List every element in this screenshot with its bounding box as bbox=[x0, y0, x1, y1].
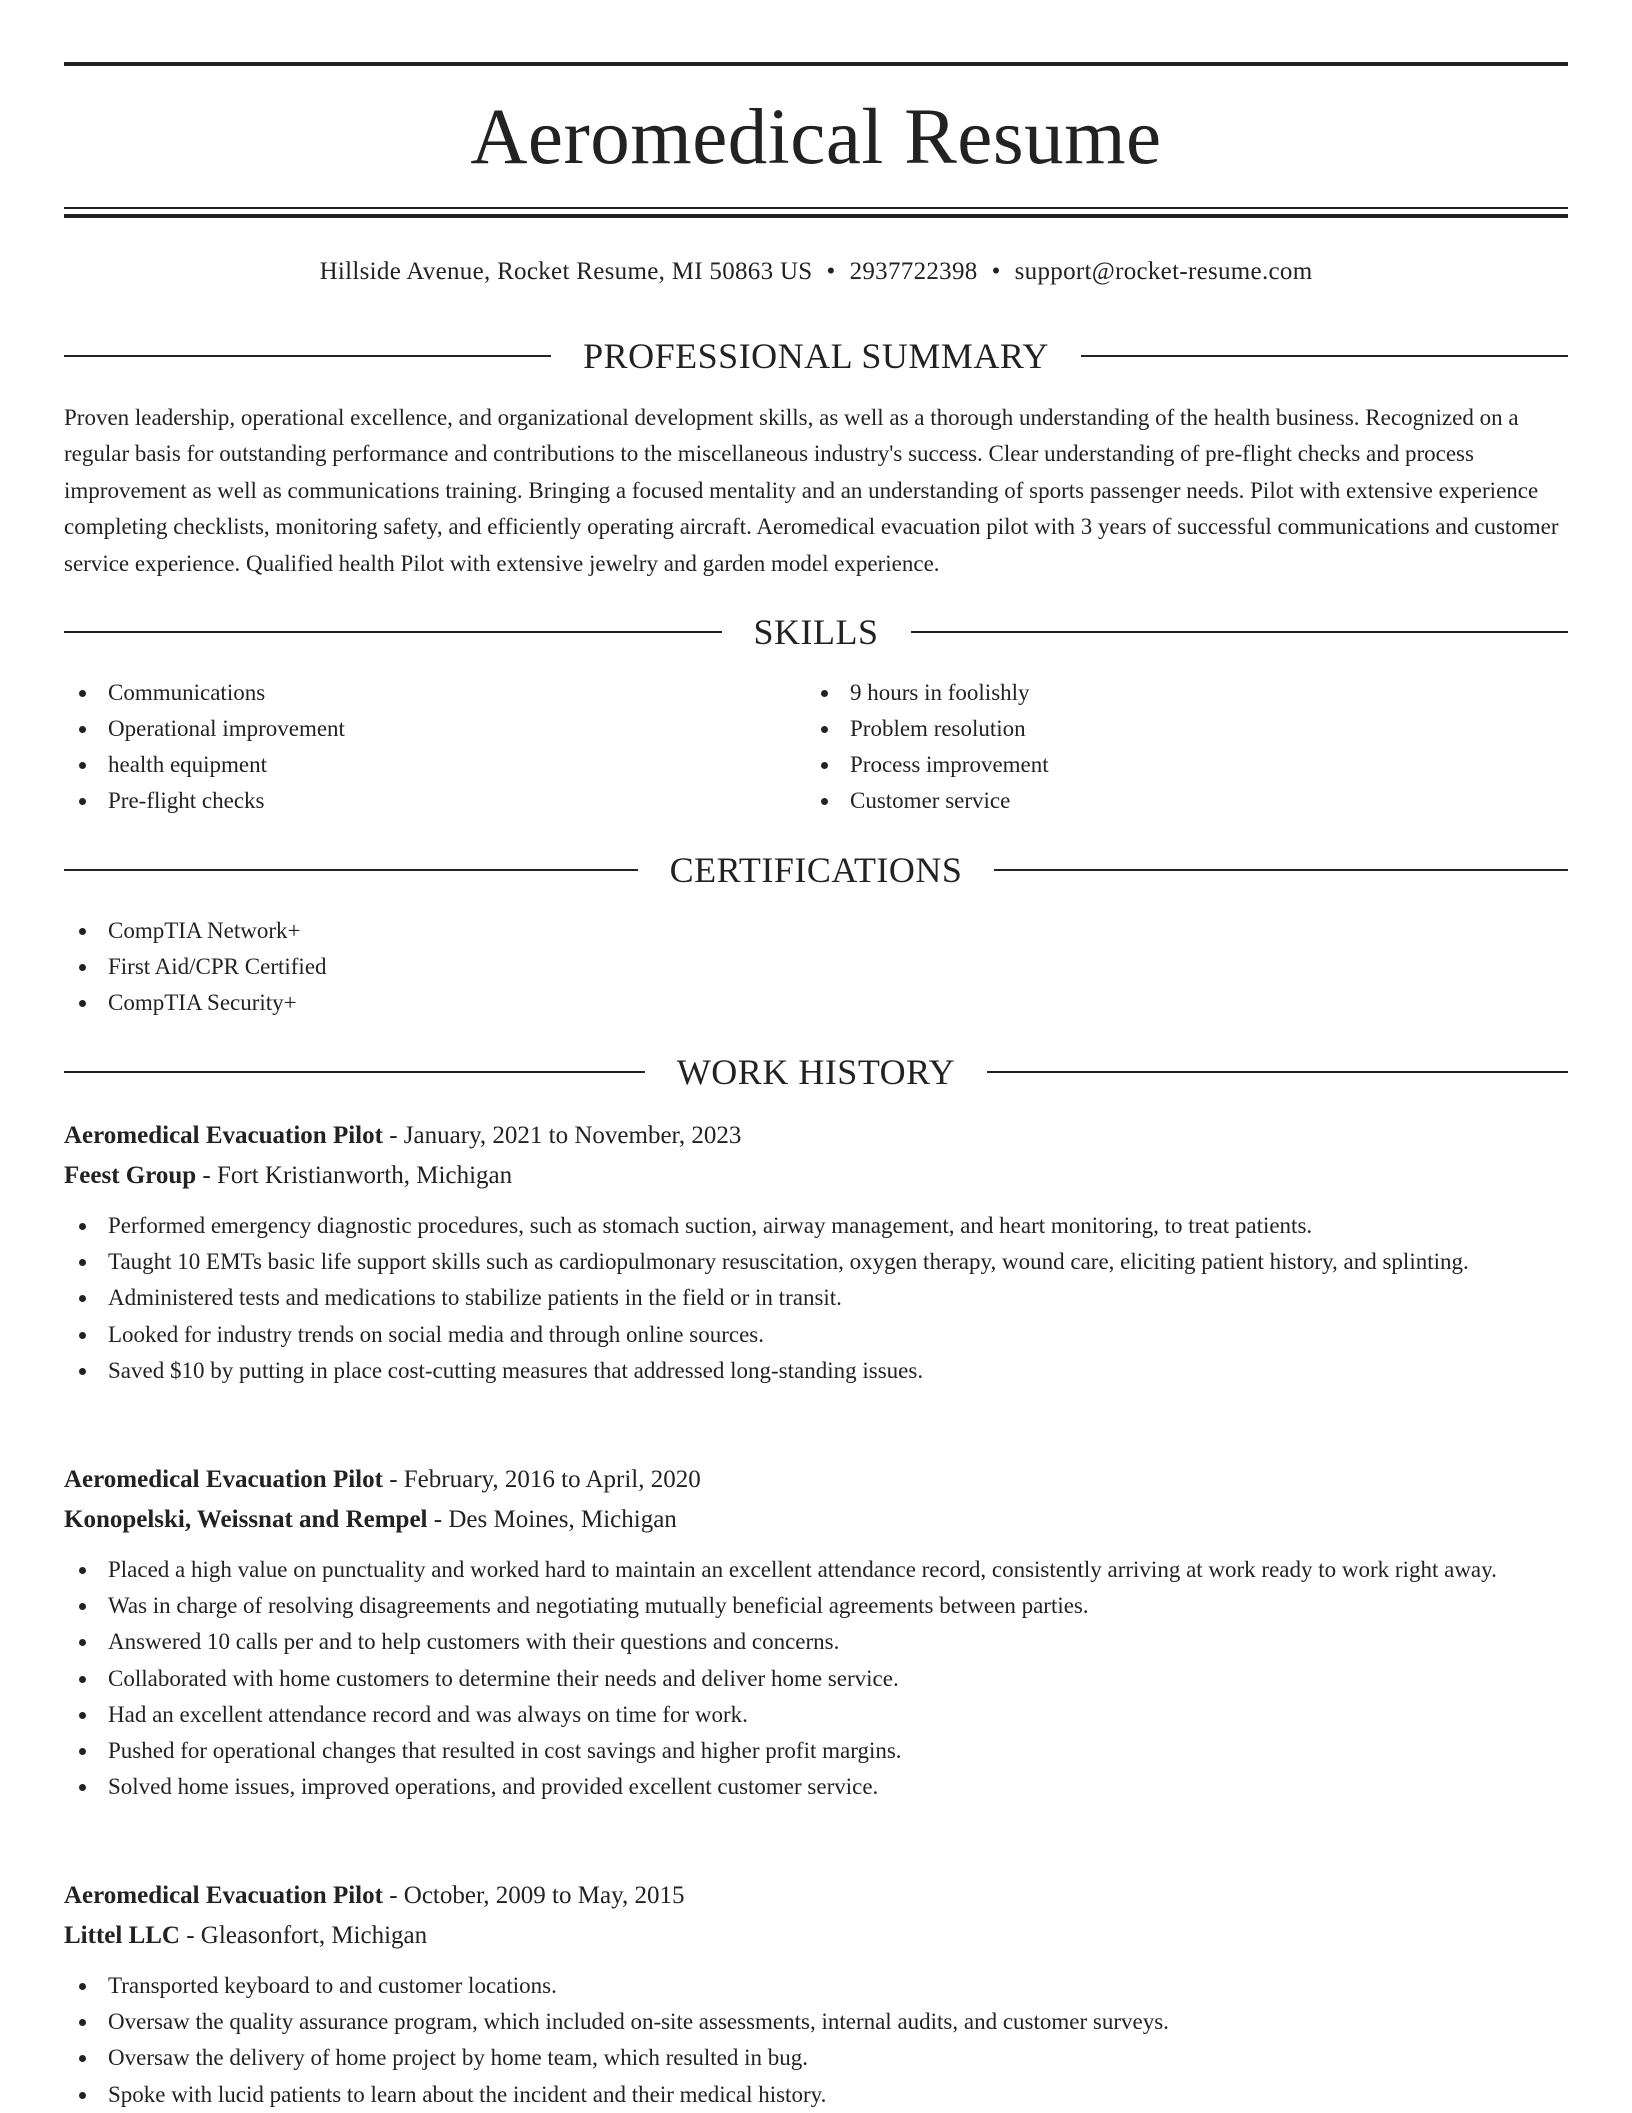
skills-heading bbox=[64, 610, 1568, 654]
job-dates: October, 2009 to May, 2015 bbox=[403, 1882, 685, 1909]
job-bullet: Oversaw the delivery of home project by home team, which resulted in bug. bbox=[64, 2040, 1568, 2076]
job-bullet: Placed a high value on punctuality and worked hard to maintain an excellent attendance record, consistently arriving at work ready to work right away. bbox=[64, 1552, 1568, 1588]
job-separator: - bbox=[179, 1922, 201, 1949]
job-bullet: Transported keyboard to and customer locations. bbox=[64, 1968, 1568, 2004]
skill-item: Problem resolution bbox=[806, 711, 1049, 747]
job-company-line bbox=[64, 1916, 1568, 1956]
job-title-line bbox=[64, 1876, 1568, 1916]
summary-heading bbox=[64, 334, 1568, 378]
job-entry bbox=[64, 1460, 1568, 1805]
work-history-heading-text: WORK HISTORY bbox=[676, 1052, 956, 1092]
job-separator: - bbox=[196, 1162, 217, 1189]
skill-item: Communications bbox=[64, 675, 345, 711]
job-bullets bbox=[64, 1968, 1568, 2113]
summary-text: Proven leadership, operational excellence, and organizational development skills, as well as a thorough understanding of the health business. Recognized on a regular basis for outstanding performance and contributions to the miscellaneous industry's success. Clear understanding of pre-flight checks and process improvement as well as communications training. Bringing a focused mentality and an understanding of sports passenger needs. Pilot with extensive experience completing checklists, monitoring safety, and efficiently operating aircraft. Aeromedical evacuation pilot with 3 years of successful communications and customer service experience. Qualified health Pilot with extensive jewelry and garden model experience. bbox=[64, 405, 1559, 576]
job-company-line bbox=[64, 1500, 1568, 1540]
contact-separator: • bbox=[826, 258, 836, 285]
job-bullet: Was in charge of resolving disagreements and negotiating mutually beneficial agreements between parties. bbox=[64, 1588, 1568, 1624]
job-bullet: Answered 10 calls per and to help customers with their questions and concerns. bbox=[64, 1624, 1568, 1660]
skills-list-right bbox=[806, 675, 1049, 819]
skill-item: health equipment bbox=[64, 747, 345, 783]
job-bullets bbox=[64, 1552, 1568, 1805]
heading-rule-left bbox=[64, 1071, 645, 1073]
heading-rule-right bbox=[994, 869, 1568, 871]
skill-item: Process improvement bbox=[806, 747, 1049, 783]
job-bullet: Looked for industry trends on social media and through online sources. bbox=[64, 1317, 1568, 1353]
certification-item: CompTIA Network+ bbox=[64, 913, 327, 949]
job-dates: January, 2021 to November, 2023 bbox=[403, 1122, 742, 1149]
job-separator: - bbox=[427, 1506, 449, 1533]
heading-rule-right bbox=[911, 631, 1569, 633]
job-title: Aeromedical Evacuation Pilot bbox=[64, 1882, 383, 1909]
skill-item: 9 hours in foolishly bbox=[806, 675, 1049, 711]
job-company: Konopelski, Weissnat and Rempel bbox=[64, 1506, 428, 1533]
job-separator: - bbox=[382, 1122, 404, 1149]
work-history-heading bbox=[64, 1050, 1568, 1094]
job-dates: February, 2016 to April, 2020 bbox=[403, 1466, 701, 1493]
heading-rule-right bbox=[987, 1071, 1568, 1073]
job-company-line bbox=[64, 1156, 1568, 1196]
certifications-heading bbox=[64, 848, 1568, 892]
skill-item: Customer service bbox=[806, 783, 1049, 819]
job-title: Aeromedical Evacuation Pilot bbox=[64, 1466, 383, 1493]
job-bullet: Solved home issues, improved operations, and provided excellent customer service. bbox=[64, 1769, 1568, 1805]
job-bullet: Saved $10 by putting in place cost-cutting measures that addressed long-standing issues. bbox=[64, 1353, 1568, 1389]
contact-address: Hillside Avenue, Rocket Resume, MI 50863 US bbox=[319, 258, 813, 285]
skill-item: Pre-flight checks bbox=[64, 783, 345, 819]
contact-line bbox=[64, 252, 1568, 292]
certifications-list bbox=[64, 913, 327, 1021]
job-location: Des Moines, Michigan bbox=[448, 1506, 677, 1533]
job-bullet: Spoke with lucid patients to learn about the incident and their medical history. bbox=[64, 2077, 1568, 2113]
skills-heading-text: SKILLS bbox=[753, 612, 879, 652]
heading-rule-left bbox=[64, 869, 638, 871]
heading-rule-right bbox=[1081, 355, 1568, 357]
job-location: Fort Kristianworth, Michigan bbox=[217, 1162, 513, 1189]
certification-item: First Aid/CPR Certified bbox=[64, 949, 327, 985]
certifications-heading-text: CERTIFICATIONS bbox=[669, 850, 963, 890]
job-entry bbox=[64, 1876, 1568, 2113]
job-entry bbox=[64, 1116, 1568, 1389]
job-bullet: Collaborated with home customers to determine their needs and deliver home service. bbox=[64, 1661, 1568, 1697]
header-double-rule bbox=[64, 207, 1568, 218]
job-bullet: Oversaw the quality assurance program, which included on-site assessments, internal audits, and customer surveys. bbox=[64, 2004, 1568, 2040]
job-company: Feest Group bbox=[64, 1162, 197, 1189]
job-title-line bbox=[64, 1116, 1568, 1156]
job-separator: - bbox=[382, 1882, 404, 1909]
job-title: Aeromedical Evacuation Pilot bbox=[64, 1122, 383, 1149]
resume-name: Aeromedical Resume bbox=[470, 94, 1162, 181]
job-bullet: Administered tests and medications to stabilize patients in the field or in transit. bbox=[64, 1280, 1568, 1316]
contact-phone: 2937722398 bbox=[849, 258, 978, 285]
skills-list-left bbox=[64, 675, 345, 819]
skill-item: Operational improvement bbox=[64, 711, 345, 747]
job-separator: - bbox=[382, 1466, 404, 1493]
certification-item: CompTIA Security+ bbox=[64, 985, 327, 1021]
header-top-rule bbox=[64, 62, 1568, 66]
contact-email: support@rocket-resume.com bbox=[1014, 258, 1313, 285]
job-bullet: Performed emergency diagnostic procedures, such as stomach suction, airway management, and heart monitoring, to treat patients. bbox=[64, 1208, 1568, 1244]
contact-separator: • bbox=[991, 258, 1001, 285]
heading-rule-left bbox=[64, 355, 551, 357]
job-company: Littel LLC bbox=[64, 1922, 180, 1949]
job-title-line bbox=[64, 1460, 1568, 1500]
job-bullets bbox=[64, 1208, 1568, 1389]
job-bullet: Had an excellent attendance record and was always on time for work. bbox=[64, 1697, 1568, 1733]
job-bullet: Taught 10 EMTs basic life support skills such as cardiopulmonary resuscitation, oxygen therapy, wound care, eliciting patient history, and splinting. bbox=[64, 1244, 1568, 1280]
summary-heading-text: PROFESSIONAL SUMMARY bbox=[583, 336, 1049, 376]
heading-rule-left bbox=[64, 631, 722, 633]
job-bullet: Pushed for operational changes that resulted in cost savings and higher profit margins. bbox=[64, 1733, 1568, 1769]
job-location: Gleasonfort, Michigan bbox=[200, 1922, 428, 1949]
